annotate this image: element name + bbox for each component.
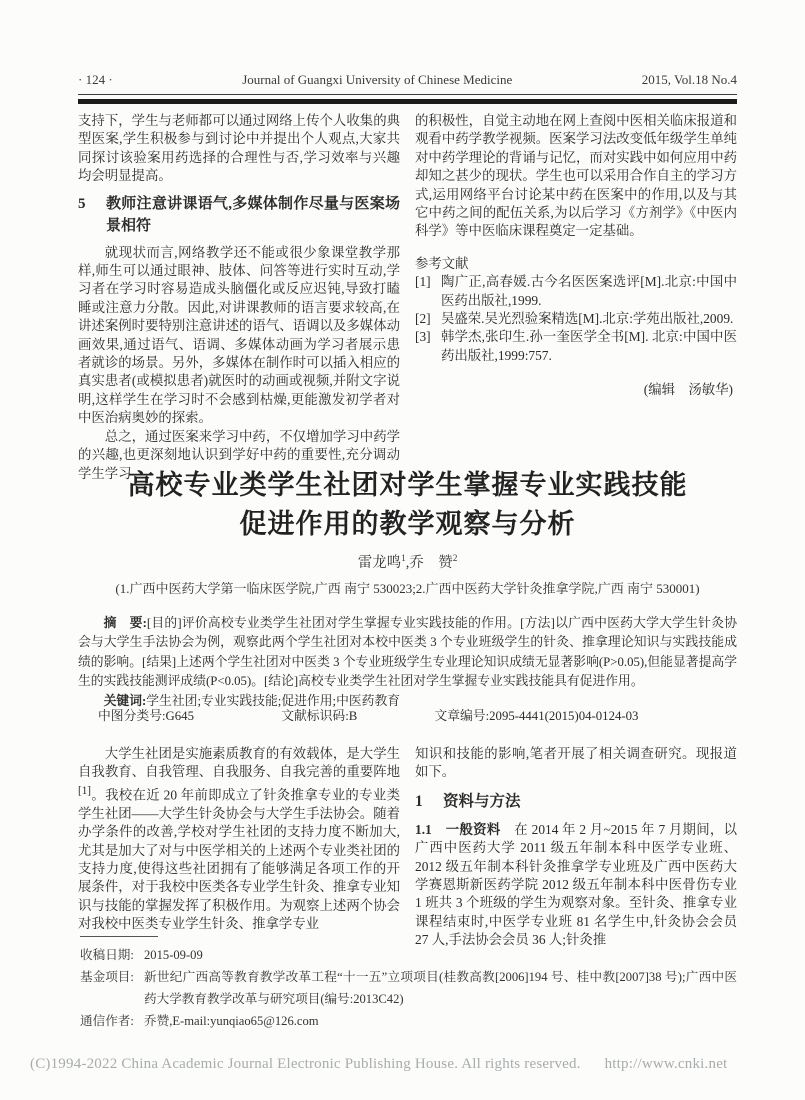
corresponding-author-label: 通信作者: — [80, 1014, 134, 1028]
reference-number: [1] — [415, 274, 431, 290]
article-id-label: 文章编号: — [434, 709, 490, 723]
author-2: ,乔 赞 — [405, 555, 453, 571]
reference-item — [415, 328, 737, 365]
intro-paragraph — [78, 745, 400, 934]
keywords-text: 学生社团;专业实践技能;促进作用;中医药教育 — [146, 693, 401, 708]
section-1-1-paragraph — [415, 821, 737, 950]
fund-project-label: 基金项目: — [80, 970, 134, 984]
fund-project-footnote — [80, 966, 737, 1010]
body-left-column — [78, 745, 400, 950]
author-1: 雷龙鸣 — [357, 555, 402, 571]
received-date-label: 收稿日期: — [80, 948, 134, 962]
reference-text: 吴盛荣.吴光烈验案精选[M].北京:学苑出版社,2009. — [441, 311, 734, 327]
clc-label: 中图分类号: — [98, 709, 166, 723]
title-line-1: 高校专业类学生社团对学生掌握专业实践技能 — [127, 470, 688, 500]
paragraph: 支持下，学生与老师都可以通过网络上传个人收集的典型医案,学生积极参与到讨论中并提出个人观点,大家共同探讨该验案用药选择的合理性与否,学习效率与兴趣均会明显提高。 — [78, 113, 400, 184]
section-number: 5 — [78, 195, 86, 212]
received-date-value: 2015-09-09 — [144, 948, 203, 962]
reference-item — [415, 310, 737, 328]
subsection-number: 1.1 — [415, 821, 432, 837]
document-code — [281, 705, 431, 724]
intro-text-post: 。我校在近 20 年前即成立了针灸推拿专业的专业类学生社团——大学生针灸协会与大学生手法协会。随着办学条件的改善,学校对学生社团的支持力度不断加大,尤其是加大了对与中医学相关的上述两个专业类社团的支持力度,使得这些社团拥有了能够满足各项工作的开展条件，对于我校中医类各专业学生针灸、推拿专业知识与技能的掌握发挥了积极作用。为观察上述两个协会对我校中医类专业学生针灸、推拿学专业 — [78, 787, 400, 932]
paragraph: 就现状而言,网络教学还不能或很少象课堂教学那样,师生可以通过眼神、肢体、问答等进行实时互动,学习者在学习时容易造成头脑僵化或反应迟钝,导致打瞌睡或注意力分散。因此,对讲课教师的语言要求较高,在讲述案例时要特别注意讲述的语气、语调以及多媒体动画效果,通过语气、语调、多媒体动画为学习者展示患者就诊的场景。另外，多媒体在制作时可以插入相应的真实患者(或模拟患者)就医时的动画或视频,并附文字说明,这样学生在学习时不会感到枯燥,更能激发初学者对中医治病奥妙的探索。 — [78, 244, 400, 426]
author-2-superscript: 2 — [452, 553, 458, 564]
issue-info: 2015, Vol.18 No.4 — [641, 72, 737, 87]
section-title: 教师注意讲课语气,多媒体制作尽量与医案场景相符 — [106, 195, 400, 234]
article-id-value: 2095-4441(2015)04-0124-03 — [489, 709, 639, 723]
footnote-divider — [80, 936, 158, 937]
clc-value: G645 — [165, 709, 194, 723]
section-5-heading — [78, 193, 400, 237]
section-1-heading — [415, 792, 737, 812]
section-title: 资料与方法 — [443, 792, 521, 810]
clc-number — [98, 705, 278, 724]
previous-article-section — [78, 112, 737, 483]
reference-number: [2] — [415, 311, 431, 327]
reference-text: 韩学杰,张印生.孙一奎医学全书[M]. 北京:中国中医药出版社,1999:757. — [441, 329, 737, 363]
subsection-title: 一般资料 — [445, 821, 501, 837]
reference-text: 陶广正,高春媛.古今名医医案选评[M].北京:中国中医药出版社,1999. — [441, 274, 737, 308]
page-number: · 124 · — [78, 72, 113, 87]
classification-line — [78, 705, 737, 724]
header-rule-thin — [78, 94, 737, 95]
author-1-superscript: 1 — [401, 553, 406, 564]
prev-left-column — [78, 112, 400, 483]
paragraph: 总之，通过医案来学习中药，不仅增加学习中药学的兴趣,也更深刻地认识到学好中药的重要性,充分调动学生学习 — [78, 428, 400, 481]
corresponding-author-footnote — [80, 1010, 737, 1032]
continuation-paragraph: 知识和技能的影响,笔者开展了相关调查研究。现报道如下。 — [415, 746, 737, 780]
section-number: 1 — [415, 792, 423, 810]
reference-number: [3] — [415, 329, 431, 345]
footnotes-block — [80, 944, 737, 1032]
header-rule-thick — [78, 99, 737, 104]
affiliation-line: (1.广西中医药大学第一临床医学院,广西 南宁 530023;2.广西中医药大学针灸推拿学院,广西 南宁 530001) — [115, 581, 700, 596]
abstract-label: 摘 要: — [103, 616, 147, 630]
cnki-url-link[interactable]: http://www.cnki.net — [604, 1056, 728, 1072]
abstract-text: [目的]评价高校专业类学生社团对学生掌握专业实践技能的作用。[方法]以广西中医药大学大学生针灸协会与大学生手法协会为例，观察此两个学生社团对本校中医类 3 个专业班级学生的针灸、推拿理论知识与实践技能成绩的影响。[结果]上述两个学生社团对中医类 3 个专业班级学生专业理论知识成绩无显著影响(P>0.05),但能显著提高学生的实践技能测评成绩(P<0.05)。[结论]高校专业类学生社团对学生掌握专业实践技能具有促进作用。 — [78, 616, 738, 689]
citation-superscript: [1] — [78, 784, 92, 797]
article-id — [434, 705, 638, 724]
received-date-footnote — [80, 944, 737, 966]
document-code-label: 文献标识码: — [281, 709, 349, 723]
title-line-2: 促进作用的教学观察与分析 — [239, 509, 576, 539]
abstract-paragraph — [78, 614, 737, 692]
fund-project-text: 新世纪广西高等教育教学改革工程“十一五”立项项目(桂教高教[2006]194 号、桂中教[2007]38 号);广西中医药大学教育教学改革与研究项目(编号:2013C42) — [144, 970, 737, 1006]
intro-text-pre: 大学生社团是实施素质教育的有效载体，是大学生自我教育、自我管理、自我服务、自我完善的重要阵地 — [78, 746, 400, 780]
document-code-value: B — [348, 709, 358, 723]
author-line — [78, 551, 737, 572]
paragraph: 的积极性，自觉主动地在网上查阅中医相关临床报道和观看中药学教学视频。医案学习法改变低年级学生单纯对中药学理论的背诵与记忆，而对实践中如何应用中药却知之甚少的现状。学生也可以采用合作自主的学习方式,运用网络平台讨论某中药在医案中的作用,以及与其它中药之间的配伍关系,为以后学习《方剂学》《中医内科学》等中医临床课程奠定一定基础。 — [415, 113, 737, 239]
editor-note: (编辑 汤敏华) — [643, 382, 733, 398]
prev-right-column — [415, 112, 737, 483]
references-heading: 参考文献 — [415, 255, 469, 271]
cnki-copyright-footer — [30, 1056, 790, 1073]
abstract-block — [78, 614, 737, 711]
running-header — [78, 72, 737, 88]
journal-name: Journal of Guangxi University of Chinese Medicine — [242, 72, 513, 87]
corresponding-author-value: 乔赞,E-mail:yunqiao65@126.com — [144, 1014, 319, 1028]
keywords-label: 关键词: — [103, 693, 147, 708]
subsection-text: 在 2014 年 2 月~2015 年 7 月期间，以广西中医药大学 2011 级五年制本科中医学专业班、2012 级五年制本科针灸推拿学专业班及广西中医药大学赛恩斯新医药学院 2012 级五年制本科中医骨伤专业 1 班共 3 个班级的学生为观察对象。至针灸、推拿专业课程结束时,中医学专业班 81 名学生中,针灸协会会员 27 人,手法协会会员 36 人;针灸推 — [415, 821, 738, 948]
reference-item — [415, 273, 737, 310]
copyright-text: (C)1994-2022 China Academic Journal Electronic Publishing House. All rights reserved. — [30, 1056, 581, 1072]
article-title — [78, 466, 737, 544]
article-body-section — [78, 745, 737, 950]
body-right-column — [415, 745, 737, 950]
